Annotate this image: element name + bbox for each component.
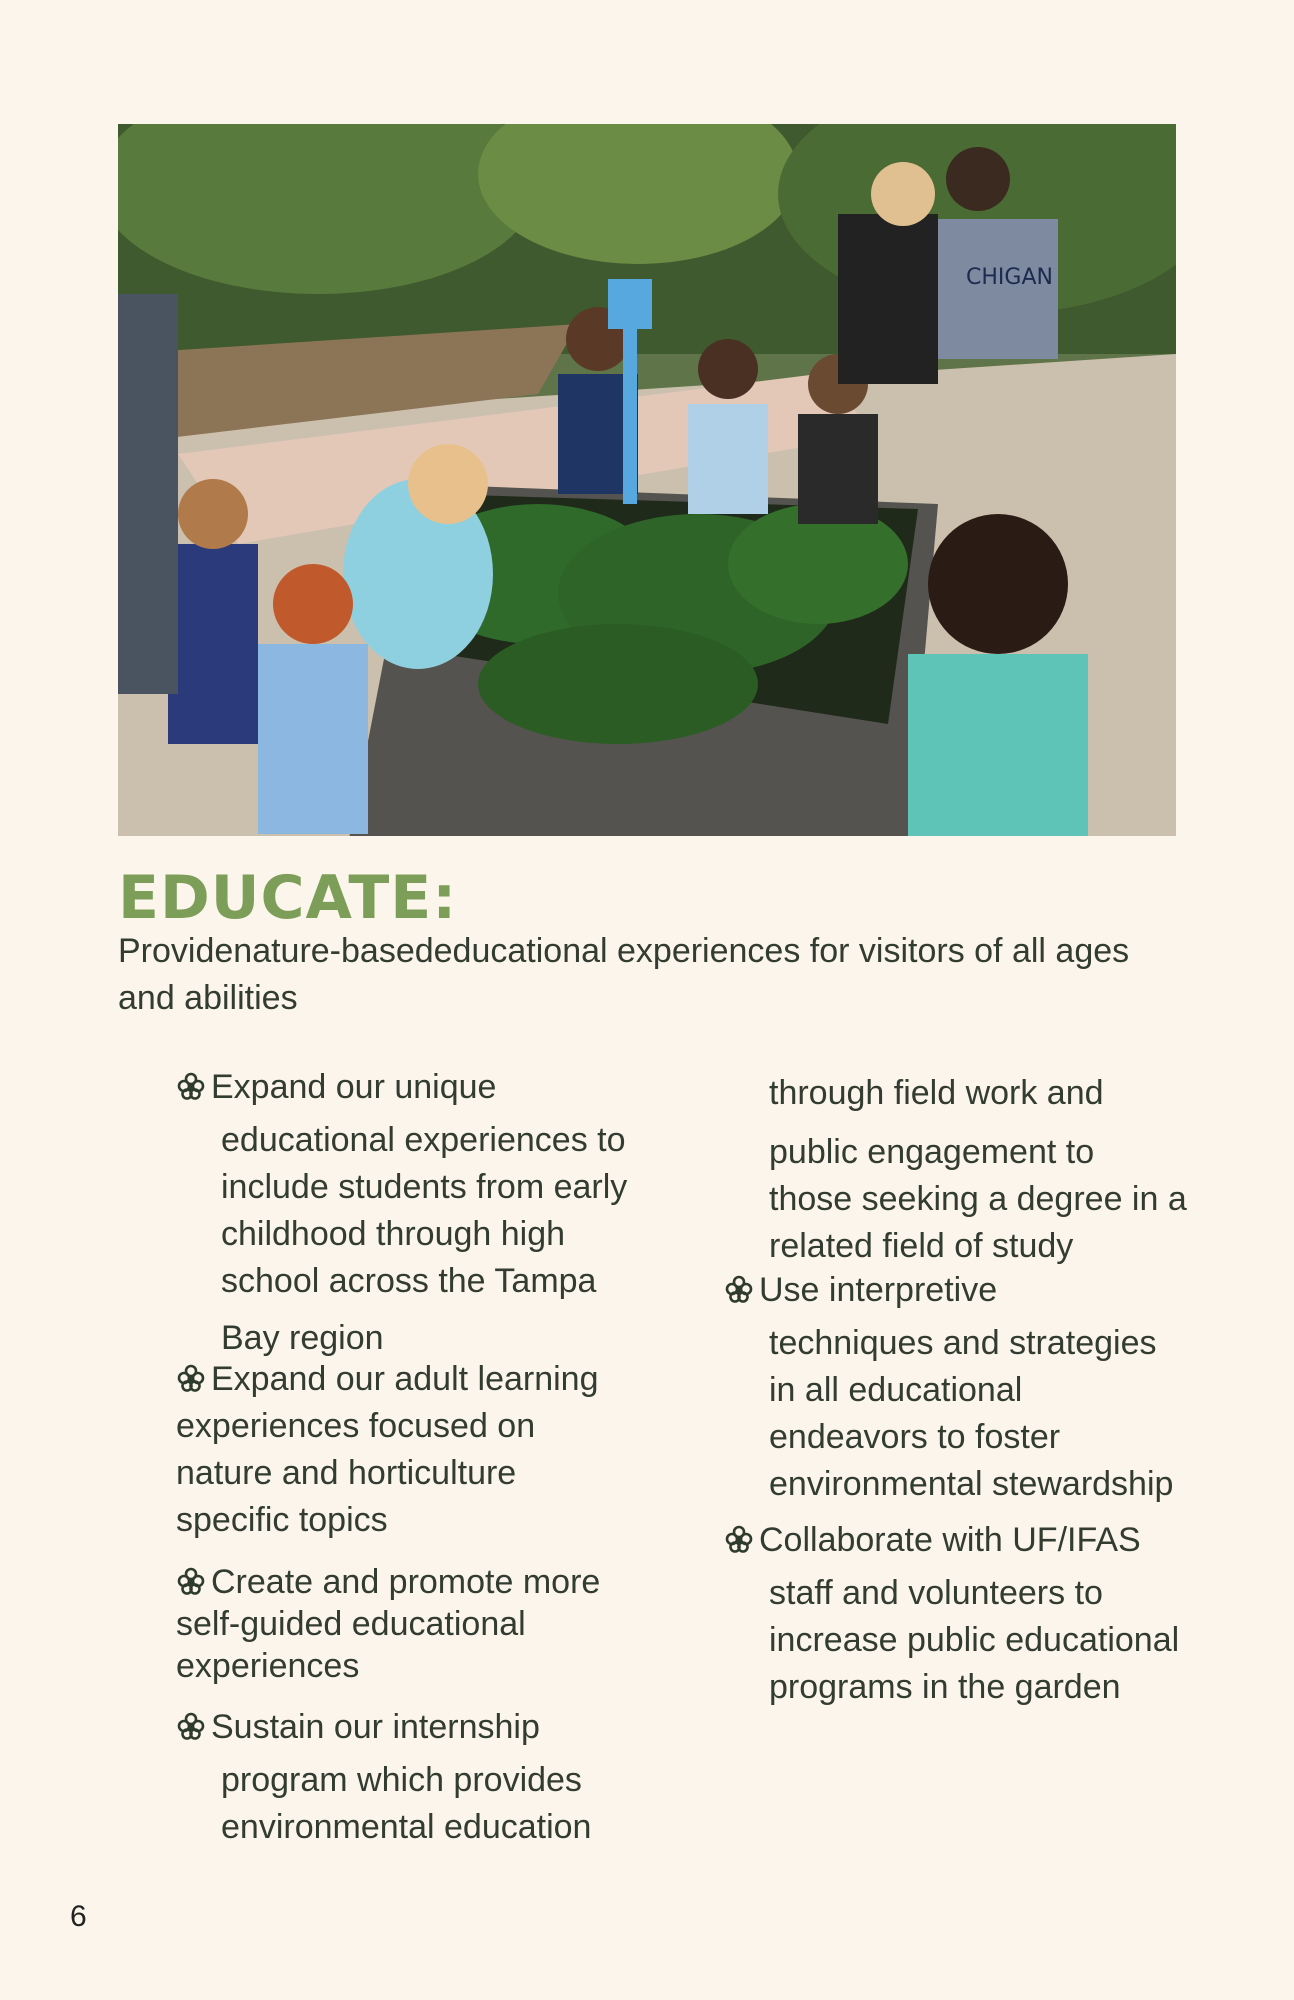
- bullet-text: Expand our adult learning: [211, 1360, 599, 1398]
- bullet-text: in all educational: [769, 1371, 1023, 1409]
- bullet-text: Expand our unique: [211, 1068, 497, 1106]
- flower-bullet-icon: [176, 1071, 206, 1101]
- bullet-text: increase public educational: [769, 1621, 1180, 1659]
- bullet-text: public engagement to: [769, 1133, 1095, 1171]
- bullet-expand-educational: [176, 1064, 627, 1362]
- bullet-text: environmental education: [221, 1808, 592, 1846]
- bullet-text: childhood through high: [221, 1215, 566, 1253]
- bullet-text: school across the Tampa: [221, 1262, 597, 1300]
- bullet-text: include students from early: [221, 1168, 628, 1206]
- bullet-text: staff and volunteers to: [769, 1574, 1103, 1612]
- bullet-text: specific topics: [176, 1501, 388, 1539]
- shirt-text: CHIGAN: [966, 265, 1053, 290]
- bullet-interpretive: [724, 1267, 1187, 1508]
- bullet-text: programs in the garden: [769, 1668, 1121, 1706]
- bullet-self-guided: [176, 1559, 627, 1690]
- garden-photo: [118, 124, 1176, 836]
- bullet-text: educational experiences to: [221, 1121, 626, 1159]
- bullet-text: Use interpretive: [759, 1271, 998, 1309]
- left-column: [176, 1064, 627, 1851]
- bullet-text: Bay region: [221, 1319, 384, 1357]
- bullet-text: Sustain our internship: [211, 1708, 540, 1746]
- bullet-internship-continued: [724, 1070, 1187, 1270]
- bullet-text: those seeking a degree in a: [769, 1180, 1187, 1218]
- flower-bullet-icon: [176, 1363, 206, 1393]
- section-heading: EDUCATE:: [118, 863, 458, 933]
- bullet-text: Collaborate with UF/IFAS: [759, 1521, 1141, 1559]
- bullet-text: related field of study: [769, 1227, 1074, 1265]
- bullet-text: program which provides: [221, 1761, 582, 1799]
- bullet-internship: [176, 1704, 627, 1851]
- section-subtitle: Providenature-basededucational experiences for visitors of all ages and abilities: [118, 932, 1130, 1017]
- page-number: 6: [70, 1900, 87, 1933]
- right-column: [724, 1070, 1187, 1711]
- bullet-collaborate: [724, 1517, 1187, 1711]
- bullet-text: through field work and: [769, 1074, 1104, 1112]
- bullet-text: self-guided educational: [176, 1605, 526, 1643]
- flower-bullet-icon: [176, 1566, 206, 1596]
- bullet-text: experiences: [176, 1647, 360, 1685]
- bullet-text: environmental stewardship: [769, 1465, 1174, 1503]
- photo-illustration: [118, 124, 1176, 836]
- bullet-adult-learning: [176, 1356, 627, 1544]
- bullet-text: techniques and strategies: [769, 1324, 1157, 1362]
- flower-bullet-icon: [724, 1524, 754, 1554]
- bullet-text: endeavors to foster: [769, 1418, 1061, 1456]
- flower-bullet-icon: [176, 1711, 206, 1741]
- flower-bullet-icon: [724, 1274, 754, 1304]
- bullet-text: nature and horticulture: [176, 1454, 517, 1492]
- bullet-text: Create and promote more: [211, 1563, 601, 1601]
- bullet-text: experiences focused on: [176, 1407, 536, 1445]
